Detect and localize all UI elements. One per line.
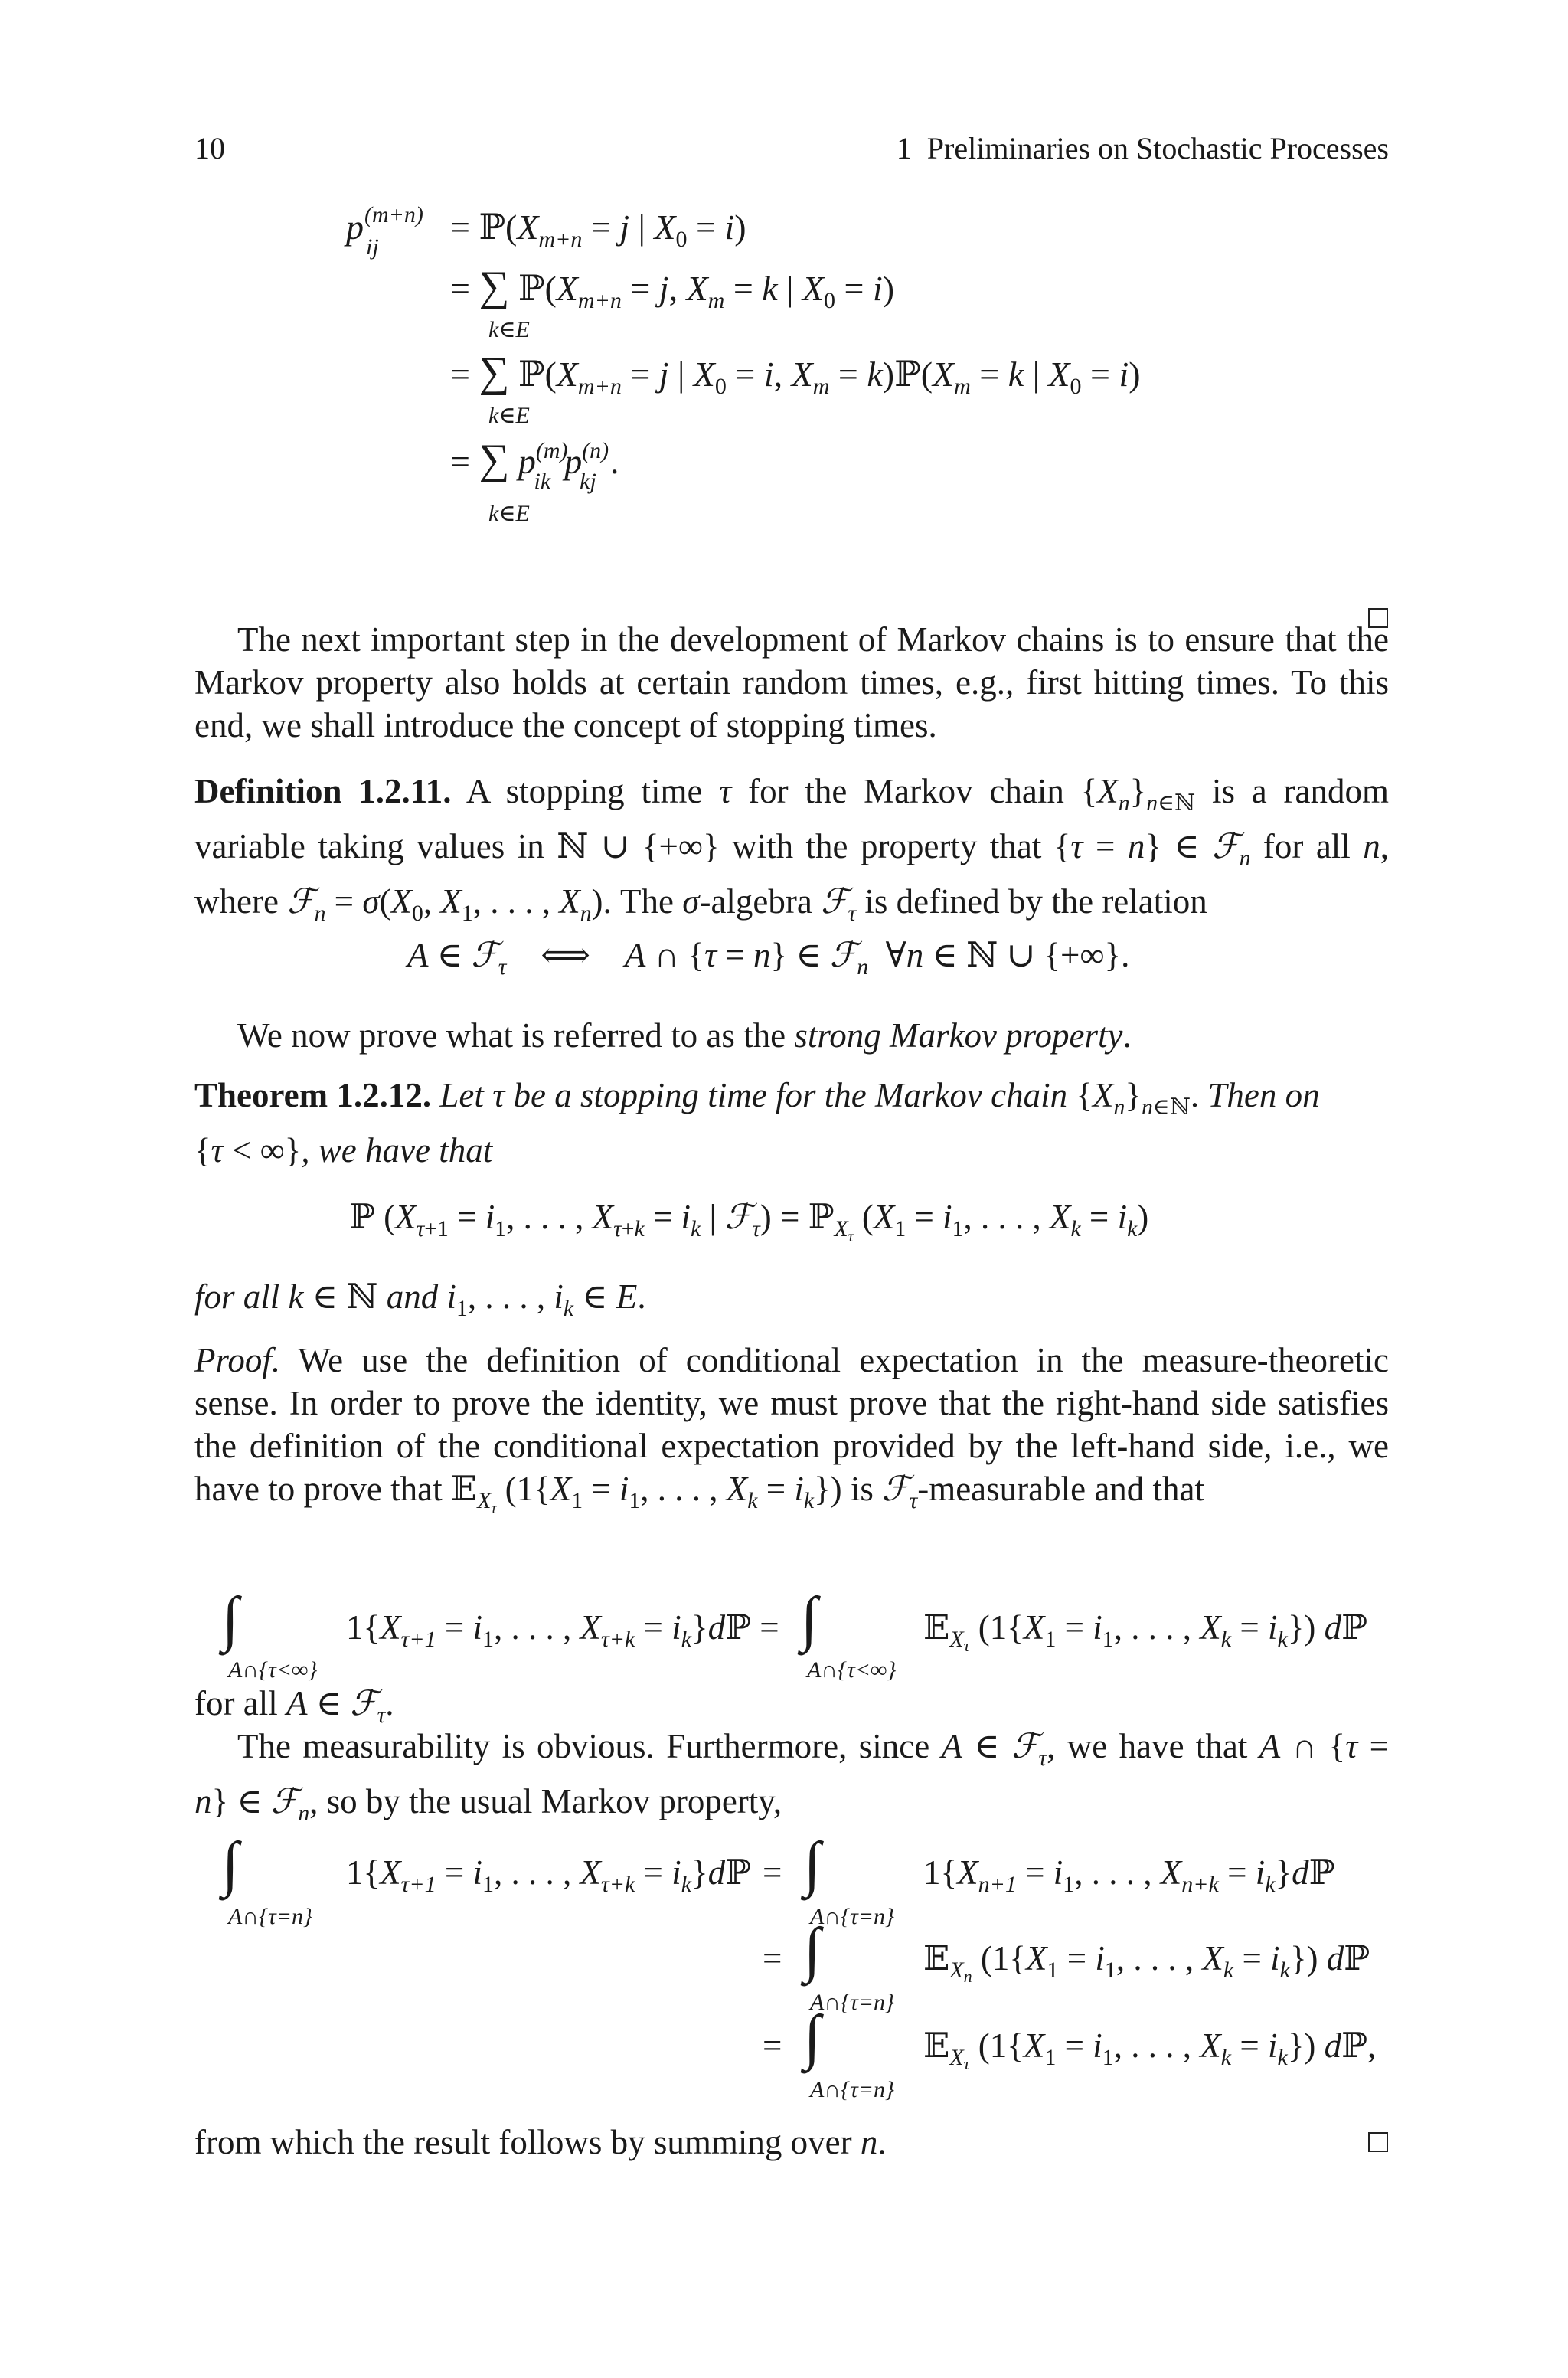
ck-sum-index-4: k∈E [488, 501, 530, 526]
definition-1-2-11 [194, 770, 1389, 935]
ck-lhs-sup: (m+n) [364, 202, 423, 227]
ck-sum-index-3: k∈E [488, 403, 530, 428]
definition-line-1: Definition 1.2.11. A stopping time τ for the Markov chain $\{X_n\}_{n\in ℕ}$ is a random [194, 772, 1389, 816]
theorem-1-2-12 [194, 1074, 1389, 1172]
d2-int-row3: ∫ [804, 2003, 821, 2071]
proof-display-2 [0, 1830, 1568, 2152]
display1-rhs: 𝔼$_X$τ ($1\{X_1 = i_1$, . . . , $X_k = i_k$}) dℙ [923, 1608, 1368, 1655]
integral-domain-right: A∩{τ<∞} [807, 1657, 897, 1683]
theorem-label: Theorem 1.2.12. [194, 1076, 432, 1114]
measurability-line-1: The measurability is obvious. Furthermore, since A ∈ ℱ$_\tau$, we have that A ∩ {τ = [237, 1727, 1389, 1771]
d2-int-lhs: ∫ [222, 1830, 239, 1898]
d2-dom-row2: A∩{τ=n} [810, 1990, 894, 2015]
intro-line-3: end, we shall introduce the concept of stopping times. [194, 706, 937, 744]
integral-sign-right: ∫ [801, 1585, 818, 1653]
ck-sum-index-2: k∈E [488, 317, 530, 342]
theorem-closing: for all k ∈ ℕ and $i_1$, . . . , $i_k$ ∈ E. [194, 1277, 646, 1321]
proof-line-1: Proof. We use the definition of conditional expectation in the measure-theoretic [194, 1341, 1389, 1379]
definition-line-2: variable taking values in ℕ ∪ {+∞} with the property that {τ = n} ∈ ℱ$_n$ for all n, [194, 827, 1390, 871]
display1-lhs: $1\{X_{\tau+1} = i_1$, . . . , $X_{\tau+k}$ = $i_k\}dℙ$ = [346, 1608, 779, 1652]
d2-int-row2: ∫ [804, 1916, 821, 1984]
theorem-line-1: Theorem 1.2.12. Let τ be a stopping time for the Markov chain $\{X_n\}_{n\in ℕ}$. Then on [194, 1076, 1320, 1120]
proof-line-2: sense. In order to prove the identity, we must prove that the right-hand side satisfies [194, 1384, 1389, 1422]
proof-line-3: the definition of the conditional expectation provided by the left-hand side, i.e., we [194, 1427, 1389, 1465]
proof-paragraph [194, 1339, 1389, 1531]
proof-label: Proof. [194, 1341, 281, 1379]
ck-lhs: p [346, 208, 364, 247]
measurability-paragraph [194, 1725, 1389, 1835]
chapman-kolmogorov-derivation [0, 0, 1568, 551]
d2-dom-lhs: A∩{τ=n} [228, 1904, 312, 1929]
page-number: 10 [194, 131, 225, 165]
definition-line-3: where ℱ$_n$ = $\sigma(X_0$, $X_1$, . . . , $X_n$). The σ-algebra ℱ$_\tau$ is defined by the relation [194, 882, 1207, 926]
definition-label: Definition 1.2.11. [194, 772, 452, 810]
d2-row1-lhs: $1\{X_{\tau+1} = i_1$, . . . , $X_{\tau+k}$ = $i_k\}dℙ$ [346, 1853, 751, 1897]
d2-row1-eq: = [763, 1853, 782, 1892]
intro-line-1: The next important step in the development of Markov chains is to ensure that the [237, 620, 1389, 659]
d2-row2-rhs: 𝔼$_X$n ($1\{X_1 = i_1$, . . . , $X_k = i_k$}) dℙ [923, 1939, 1370, 1986]
intro-paragraph [194, 618, 1389, 747]
ck-lhs-sub: ij [366, 234, 379, 260]
proof-conclusion: from which the result follows by summing over n. [194, 2123, 887, 2161]
ck-line-1: = $ℙ(X_{m+n} = j$ | $X_0 = i$) [450, 208, 746, 252]
d2-row1-rhs: $1\{X_{n+1} = i_1$, . . . , $X_{n+k}$ = $i_k\}dℙ$ [923, 1853, 1335, 1897]
ck-line-4: = ∑ $p^{(m)}$ ikp$^{(n)}$ kj. [450, 436, 619, 494]
d2-dom-row3: A∩{τ=n} [810, 2077, 894, 2102]
after-display-1: for all A ∈ ℱ$_\tau$. [194, 1684, 394, 1728]
qed-symbol-end [1368, 2132, 1388, 2152]
definition-display: A ∈ ℱ$_\tau$ ⟺ A ∩ {τ = n} ∈ ℱ$_n$ ∀n ∈ ℕ ∪ {+∞}. [407, 936, 1130, 980]
measurability-line-2: n} ∈ ℱ$_n$, so by the usual Markov property, [194, 1782, 782, 1826]
intro-line-2: Markov property also holds at certain random times, e.g., first hitting times. To this [194, 663, 1389, 702]
ck-line-2: = ∑ $ℙ(X_{m+n} = j$, $X_m = k$ | $X_0 = i$) [450, 263, 895, 313]
theorem-display: ℙ ($X_{\tau+1} = i_1$, . . . , $X_{\tau+k} = i_k$ | ℱ$_\tau$) = ℙ$_{X_\tau}$ ($X_1 = i_1$, . . . , $X_k = i_k$) [349, 1198, 1149, 1245]
d2-dom-row1: A∩{τ=n} [810, 1904, 894, 1929]
strong-markov-intro: We now prove what is referred to as the strong Markov property. [237, 1016, 1132, 1055]
ck-line-3: = ∑ $ℙ(X_{m+n} = j$ | $X_0 = i$, $X_m$ = $k)ℙ(X_m = k$ | $X_0 = i$) [450, 348, 1141, 399]
d2-row2-eq: = [763, 1939, 782, 1977]
theorem-line-2: {τ < ∞}, we have that [194, 1131, 493, 1169]
proof-line-4: have to prove that 𝔼$_{X_\tau}$ ($1\{X_1 = i_1$, . . . , $X_k = i_k$}) is ℱ$_\tau$-measurable and that [194, 1470, 1205, 1517]
running-title: 1 Preliminaries on Stochastic Processes [896, 131, 1389, 165]
d2-row3-rhs: 𝔼$_X$τ ($1\{X_1 = i_1$, . . . , $X_k = i_k$}) dℙ, [923, 2026, 1377, 2073]
d2-int-row1: ∫ [804, 1830, 821, 1898]
integral-domain-left: A∩{τ<∞} [228, 1657, 318, 1683]
d2-row3-eq: = [763, 2026, 782, 2065]
proof-display-1 [0, 1562, 1568, 1700]
integral-sign-left: ∫ [222, 1585, 239, 1653]
